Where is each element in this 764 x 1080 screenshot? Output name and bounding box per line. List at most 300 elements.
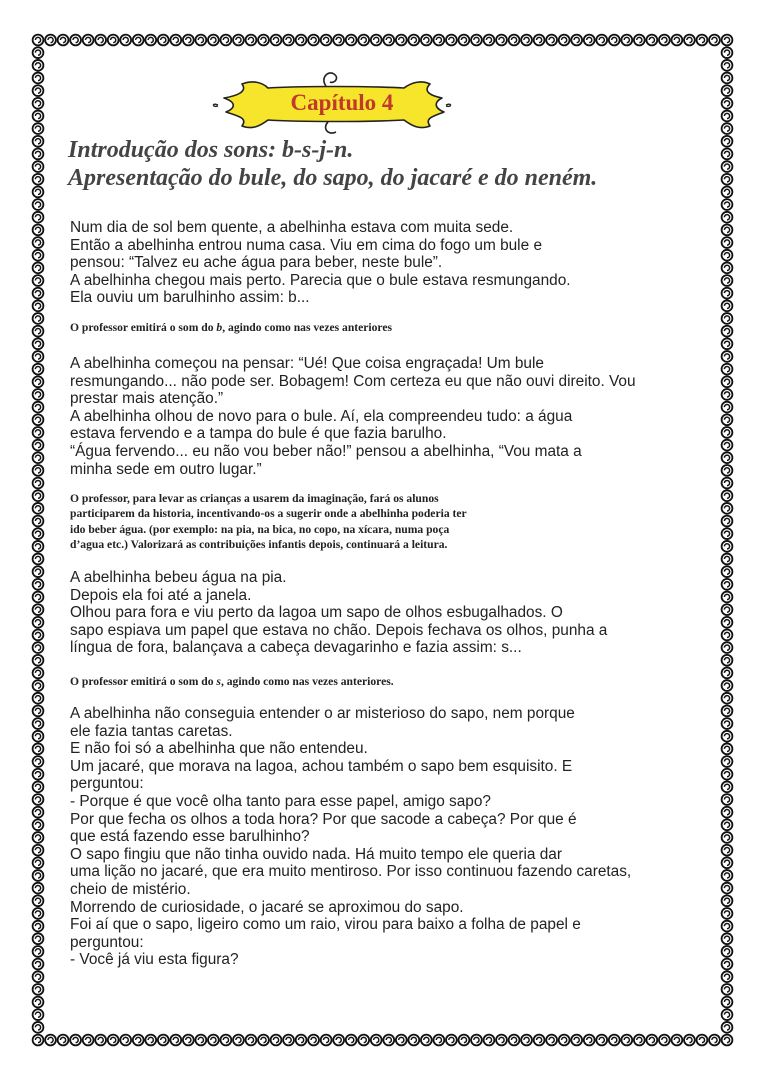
- border-swirl: [33, 364, 44, 375]
- border-swirl: [33, 250, 44, 261]
- border-swirl: [33, 136, 44, 147]
- border-swirl: [33, 604, 44, 615]
- border-swirl: [722, 47, 733, 58]
- border-swirl: [722, 705, 733, 716]
- border-swirl: [433, 35, 444, 46]
- border-swirl: [33, 60, 44, 71]
- paragraph-line: prestar mais atenção.”: [70, 390, 224, 408]
- border-swirl: [722, 680, 733, 691]
- border-swirl: [283, 35, 294, 46]
- border-swirl: [33, 161, 44, 172]
- border-swirl: [722, 819, 733, 830]
- border-swirl: [546, 1035, 557, 1046]
- border-swirl: [33, 47, 44, 58]
- note-text: , agindo como nas vezes anteriores.: [220, 675, 394, 688]
- border-swirl: [271, 1035, 282, 1046]
- border-swirl: [33, 642, 44, 653]
- paragraph-4: [70, 705, 631, 969]
- border-swirl: [33, 478, 44, 489]
- border-swirl: [383, 35, 394, 46]
- paragraph-line: A abelhinha começou na pensar: “Ué! Que coisa engraçada! Um bule: [70, 355, 544, 372]
- paragraph-line: ele fazia tantas caretas.: [70, 722, 233, 740]
- border-swirl: [722, 85, 733, 96]
- border-swirl: [571, 1035, 582, 1046]
- paragraph-line: pensou: “Talvez eu ache água para beber, neste bule”.: [70, 254, 443, 272]
- border-swirl: [722, 440, 733, 451]
- border-swirl: [95, 35, 106, 46]
- border-swirl: [571, 35, 582, 46]
- border-swirl: [396, 35, 407, 46]
- border-swirl: [120, 35, 131, 46]
- note-text: , agindo como nas vezes anteriores: [222, 321, 393, 334]
- border-swirl: [596, 1035, 607, 1046]
- border-swirl: [33, 781, 44, 792]
- border-swirl: [145, 35, 156, 46]
- border-swirl: [108, 1035, 119, 1046]
- paragraph-line: que está fazendo esse barulhinho?: [70, 828, 310, 846]
- border-swirl: [722, 528, 733, 539]
- border-swirl: [33, 921, 44, 932]
- paragraph-line: Então a abelhinha entrou numa casa. Viu em cima do fogo um bule e: [70, 236, 542, 254]
- border-swirl: [559, 35, 570, 46]
- border-swirl: [221, 35, 232, 46]
- border-swirl: [33, 338, 44, 349]
- border-swirl: [308, 1035, 319, 1046]
- border-swirl: [722, 541, 733, 552]
- border-swirl: [722, 604, 733, 615]
- border-swirl: [33, 465, 44, 476]
- border-swirl: [722, 111, 733, 122]
- border-swirl: [83, 1035, 94, 1046]
- border-swirl: [459, 1035, 470, 1046]
- border-swirl: [722, 997, 733, 1008]
- paragraph-line: estava fervendo e a tampa do bule é que fazia barulho.: [70, 425, 447, 443]
- paragraph-line: sapo espiava um papel que estava no chão. Depois fechava os olhos, punha a: [70, 621, 608, 639]
- border-swirl: [296, 1035, 307, 1046]
- border-swirl: [722, 199, 733, 210]
- border-swirl: [621, 35, 632, 46]
- border-swirl: [283, 1035, 294, 1046]
- border-swirl: [33, 541, 44, 552]
- border-swirl: [371, 1035, 382, 1046]
- border-swirl: [308, 35, 319, 46]
- border-swirl: [534, 35, 545, 46]
- border-swirl: [722, 389, 733, 400]
- border-swirl: [33, 959, 44, 970]
- border-swirl: [158, 1035, 169, 1046]
- border-swirl: [609, 1035, 620, 1046]
- border-swirl: [722, 794, 733, 805]
- border-swirl: [421, 35, 432, 46]
- border-swirl: [45, 35, 56, 46]
- paragraph-line: Morrendo de curiosidade, o jacaré se aproximou do sapo.: [70, 898, 464, 916]
- border-swirl: [33, 832, 44, 843]
- paragraph-line: A abelhinha olhou de novo para o bule. Aí, ela compreendeu tudo: a água: [70, 407, 573, 425]
- border-swirl: [722, 933, 733, 944]
- border-swirl: [33, 554, 44, 565]
- border-swirl: [722, 731, 733, 742]
- heading-presentation: Apresentação do bule, do sapo, do jacaré e do neném.: [68, 165, 598, 191]
- border-swirl: [671, 35, 682, 46]
- border-swirl: [383, 1035, 394, 1046]
- border-swirl: [722, 832, 733, 843]
- border-swirl: [33, 402, 44, 413]
- border-swirl: [722, 364, 733, 375]
- border-swirl: [33, 630, 44, 641]
- border-swirl: [722, 655, 733, 666]
- border-swirl: [697, 1035, 708, 1046]
- border-swirl: [659, 1035, 670, 1046]
- border-swirl: [722, 743, 733, 754]
- border-swirl: [697, 35, 708, 46]
- paragraph-1: [70, 219, 571, 307]
- border-swirl: [33, 313, 44, 324]
- border-swirl: [33, 668, 44, 679]
- note-line: d’agua etc.) Valorizará as contribuições infantis depois, continuará a leitura.: [70, 538, 448, 552]
- border-swirl: [396, 1035, 407, 1046]
- border-swirl: [722, 516, 733, 527]
- border-swirl: [421, 1035, 432, 1046]
- border-swirl: [621, 1035, 632, 1046]
- border-swirl: [33, 933, 44, 944]
- border-swirl: [471, 1035, 482, 1046]
- border-swirl: [33, 794, 44, 805]
- border-swirl: [459, 35, 470, 46]
- border-swirl: [33, 224, 44, 235]
- paragraph-line: perguntou:: [70, 775, 144, 793]
- border-swirl: [271, 35, 282, 46]
- chapter-title: Capítulo 4: [290, 90, 394, 115]
- border-swirl: [722, 313, 733, 324]
- border-swirl: [145, 1035, 156, 1046]
- border-swirl: [722, 161, 733, 172]
- border-swirl: [233, 35, 244, 46]
- border-swirl: [722, 617, 733, 628]
- border-swirl: [208, 35, 219, 46]
- border-swirl: [33, 566, 44, 577]
- border-swirl: [33, 579, 44, 590]
- paragraph-line: Ela ouviu um barulhinho assim: b...: [70, 289, 310, 307]
- border-swirl: [446, 35, 457, 46]
- border-swirl: [333, 1035, 344, 1046]
- border-swirl: [722, 427, 733, 438]
- border-swirl: [33, 857, 44, 868]
- border-swirl: [346, 35, 357, 46]
- border-swirl: [509, 1035, 520, 1046]
- border-swirl: [684, 35, 695, 46]
- border-swirl: [722, 326, 733, 337]
- border-swirl: [33, 35, 44, 46]
- border-swirl: [722, 262, 733, 273]
- border-swirl: [722, 288, 733, 299]
- border-swirl: [596, 35, 607, 46]
- border-swirl: [408, 1035, 419, 1046]
- border-swirl: [722, 592, 733, 603]
- border-swirl: [609, 35, 620, 46]
- border-swirl: [722, 149, 733, 160]
- border-swirl: [722, 452, 733, 463]
- teacher-note-1: [70, 320, 392, 335]
- border-swirl: [33, 655, 44, 666]
- border-swirl: [33, 1035, 44, 1046]
- border-swirl: [33, 908, 44, 919]
- border-swirl: [33, 528, 44, 539]
- heading-sounds: Introdução dos sons: b-s-j-n.: [68, 137, 354, 163]
- border-swirl: [722, 478, 733, 489]
- border-swirl: [33, 1022, 44, 1033]
- border-swirl: [33, 111, 44, 122]
- border-swirl: [722, 136, 733, 147]
- paragraph-line: uma lição no jacaré, que era muito mentiroso. Por isso continuou fazendo caretas,: [70, 863, 632, 881]
- border-swirl: [58, 35, 69, 46]
- border-swirl: [722, 275, 733, 286]
- border-swirl: [722, 642, 733, 653]
- border-swirl: [521, 1035, 532, 1046]
- border-swirl: [722, 807, 733, 818]
- border-swirl: [722, 946, 733, 957]
- border-swirl: [33, 440, 44, 451]
- border-swirl: [722, 503, 733, 514]
- note-line: ido beber água. (por exemplo: na pia, na bica, no copo, na xícara, numa poça: [70, 522, 450, 536]
- border-swirl: [296, 35, 307, 46]
- border-swirl: [722, 465, 733, 476]
- teacher-note-2: [70, 491, 467, 553]
- border-swirl: [33, 452, 44, 463]
- paragraph-line: Olhou para fora e viu perto da lagoa um sapo de olhos esbugalhados. O: [70, 604, 563, 622]
- paragraph-line: A abelhinha bebeu água na pia.: [70, 569, 287, 586]
- border-swirl: [321, 1035, 332, 1046]
- border-swirl: [33, 376, 44, 387]
- border-swirl: [321, 35, 332, 46]
- border-swirl: [33, 186, 44, 197]
- paragraph-line: Um jacaré, que morava na lagoa, achou também o sapo bem esquisito. E: [70, 757, 573, 775]
- border-swirl: [258, 35, 269, 46]
- border-swirl: [33, 617, 44, 628]
- border-swirl: [70, 1035, 81, 1046]
- border-swirl: [33, 326, 44, 337]
- border-swirl: [722, 959, 733, 970]
- border-swirl: [233, 1035, 244, 1046]
- border-swirl: [634, 35, 645, 46]
- border-swirl: [722, 693, 733, 704]
- paragraph-line: E não foi só a abelhinha que não entendeu.: [70, 740, 368, 758]
- border-swirl: [496, 1035, 507, 1046]
- border-swirl: [33, 718, 44, 729]
- border-swirl: [446, 1035, 457, 1046]
- paragraph-line: A abelhinha não conseguia entender o ar misterioso do sapo, nem porque: [70, 705, 575, 722]
- border-swirl: [33, 149, 44, 160]
- border-swirl: [33, 123, 44, 134]
- border-swirl: [722, 376, 733, 387]
- border-swirl: [722, 490, 733, 501]
- border-swirl: [722, 845, 733, 856]
- paragraph-line: O sapo fingiu que não tinha ouvido nada. Há muito tempo ele queria dar: [70, 845, 562, 863]
- border-swirl: [33, 984, 44, 995]
- paragraph-line: cheio de mistério.: [70, 880, 191, 898]
- border-swirl: [722, 921, 733, 932]
- border-swirl: [671, 1035, 682, 1046]
- border-swirl: [33, 237, 44, 248]
- note-text: O professor emitirá o som do: [70, 675, 217, 688]
- border-swirl: [722, 402, 733, 413]
- paragraph-line: língua de fora, balançava a cabeça devagarinho e fazia assim: s...: [70, 639, 522, 657]
- note-sound: b: [216, 321, 223, 334]
- paragraph-line: Foi aí que o sapo, ligeiro como um raio, virou para baixo a folha de papel e: [70, 916, 581, 934]
- border-swirl: [33, 971, 44, 982]
- border-swirl: [33, 262, 44, 273]
- border-swirl: [70, 35, 81, 46]
- border-swirl: [33, 819, 44, 830]
- border-swirl: [722, 769, 733, 780]
- paragraph-line: Por que fecha os olhos a toda hora? Por que sacode a cabeça? Por que é: [70, 810, 577, 828]
- border-swirl: [33, 769, 44, 780]
- border-swirl: [433, 1035, 444, 1046]
- border-swirl: [722, 1022, 733, 1033]
- border-swirl: [722, 98, 733, 109]
- border-swirl: [722, 174, 733, 185]
- border-swirl: [183, 35, 194, 46]
- border-swirl: [83, 35, 94, 46]
- paragraph-line: Num dia de sol bem quente, a abelhinha estava com muita sede.: [70, 219, 514, 236]
- border-swirl: [509, 35, 520, 46]
- border-swirl: [33, 516, 44, 527]
- border-swirl: [33, 997, 44, 1008]
- border-swirl: [33, 1009, 44, 1020]
- border-swirl: [722, 971, 733, 982]
- border-swirl: [722, 35, 733, 46]
- border-swirl: [258, 1035, 269, 1046]
- border-swirl: [246, 35, 257, 46]
- border-swirl: [722, 123, 733, 134]
- paragraph-line: - Você já viu esta figura?: [70, 951, 239, 969]
- border-swirl: [722, 630, 733, 641]
- border-swirl: [246, 1035, 257, 1046]
- border-swirl: [33, 592, 44, 603]
- border-swirl: [371, 35, 382, 46]
- border-swirl: [33, 756, 44, 767]
- border-swirl: [722, 351, 733, 362]
- border-swirl: [33, 503, 44, 514]
- border-swirl: [646, 35, 657, 46]
- border-swirl: [646, 1035, 657, 1046]
- border-swirl: [33, 490, 44, 501]
- border-swirl: [408, 35, 419, 46]
- border-swirl: [133, 1035, 144, 1046]
- note-line: participarem da historia, incentivando-os a sugerir onde a abelhinha poderia ter: [70, 507, 467, 521]
- border-swirl: [158, 35, 169, 46]
- border-swirl: [95, 1035, 106, 1046]
- border-swirl: [33, 389, 44, 400]
- border-swirl: [634, 1035, 645, 1046]
- border-swirl: [33, 895, 44, 906]
- paragraph-line: Depois ela foi até a janela.: [70, 586, 252, 604]
- border-swirl: [33, 693, 44, 704]
- border-swirl: [133, 35, 144, 46]
- border-swirl: [33, 288, 44, 299]
- border-swirl: [521, 35, 532, 46]
- border-swirl: [722, 579, 733, 590]
- border-swirl: [358, 35, 369, 46]
- border-swirl: [722, 781, 733, 792]
- border-swirl: [33, 73, 44, 84]
- paragraph-3: [70, 569, 607, 657]
- border-swirl: [722, 870, 733, 881]
- border-swirl: [33, 705, 44, 716]
- border-swirl: [33, 85, 44, 96]
- border-swirl: [33, 870, 44, 881]
- border-swirl: [108, 35, 119, 46]
- border-swirl: [33, 946, 44, 957]
- border-swirl: [33, 174, 44, 185]
- border-swirl: [33, 427, 44, 438]
- border-swirl: [546, 35, 557, 46]
- border-swirl: [584, 1035, 595, 1046]
- border-swirl: [534, 1035, 545, 1046]
- border-swirl: [33, 731, 44, 742]
- border-swirl: [722, 566, 733, 577]
- border-swirl: [722, 554, 733, 565]
- border-swirl: [722, 756, 733, 767]
- border-swirl: [722, 73, 733, 84]
- border-swirl: [559, 1035, 570, 1046]
- border-swirl: [170, 35, 181, 46]
- border-swirl: [722, 212, 733, 223]
- border-swirl: [484, 1035, 495, 1046]
- border-swirl: [45, 1035, 56, 1046]
- border-swirl: [722, 250, 733, 261]
- border-swirl: [709, 35, 720, 46]
- paragraph-line: minha sede em outro lugar.”: [70, 460, 262, 478]
- border-swirl: [33, 300, 44, 311]
- border-swirl: [333, 35, 344, 46]
- border-swirl: [722, 414, 733, 425]
- border-swirl: [221, 1035, 232, 1046]
- border-swirl: [709, 1035, 720, 1046]
- border-swirl: [722, 237, 733, 248]
- border-swirl: [722, 1035, 733, 1046]
- border-swirl: [484, 35, 495, 46]
- border-swirl: [722, 224, 733, 235]
- border-swirl: [584, 35, 595, 46]
- note-sound: s: [216, 675, 221, 688]
- paragraph-line: “Água fervendo... eu não vou beber não!” pensou a abelhinha, “Vou mata a: [70, 442, 582, 460]
- border-swirl: [33, 743, 44, 754]
- border-swirl: [120, 1035, 131, 1046]
- border-swirl: [722, 338, 733, 349]
- border-swirl: [33, 414, 44, 425]
- border-swirl: [33, 199, 44, 210]
- border-swirl: [722, 718, 733, 729]
- border-swirl: [346, 1035, 357, 1046]
- border-swirl: [722, 908, 733, 919]
- border-swirl: [195, 1035, 206, 1046]
- paragraph-line: A abelhinha chegou mais perto. Parecia que o bule estava resmungando.: [70, 271, 571, 289]
- border-swirl: [358, 1035, 369, 1046]
- border-swirl: [33, 807, 44, 818]
- border-swirl: [684, 1035, 695, 1046]
- border-swirl: [722, 895, 733, 906]
- border-swirl: [33, 845, 44, 856]
- border-swirl: [195, 35, 206, 46]
- border-swirl: [722, 857, 733, 868]
- border-swirl: [722, 984, 733, 995]
- border-swirl: [722, 883, 733, 894]
- border-swirl: [33, 351, 44, 362]
- border-swirl: [33, 212, 44, 223]
- border-swirl: [722, 300, 733, 311]
- border-swirl: [33, 275, 44, 286]
- paragraph-line: perguntou:: [70, 933, 144, 951]
